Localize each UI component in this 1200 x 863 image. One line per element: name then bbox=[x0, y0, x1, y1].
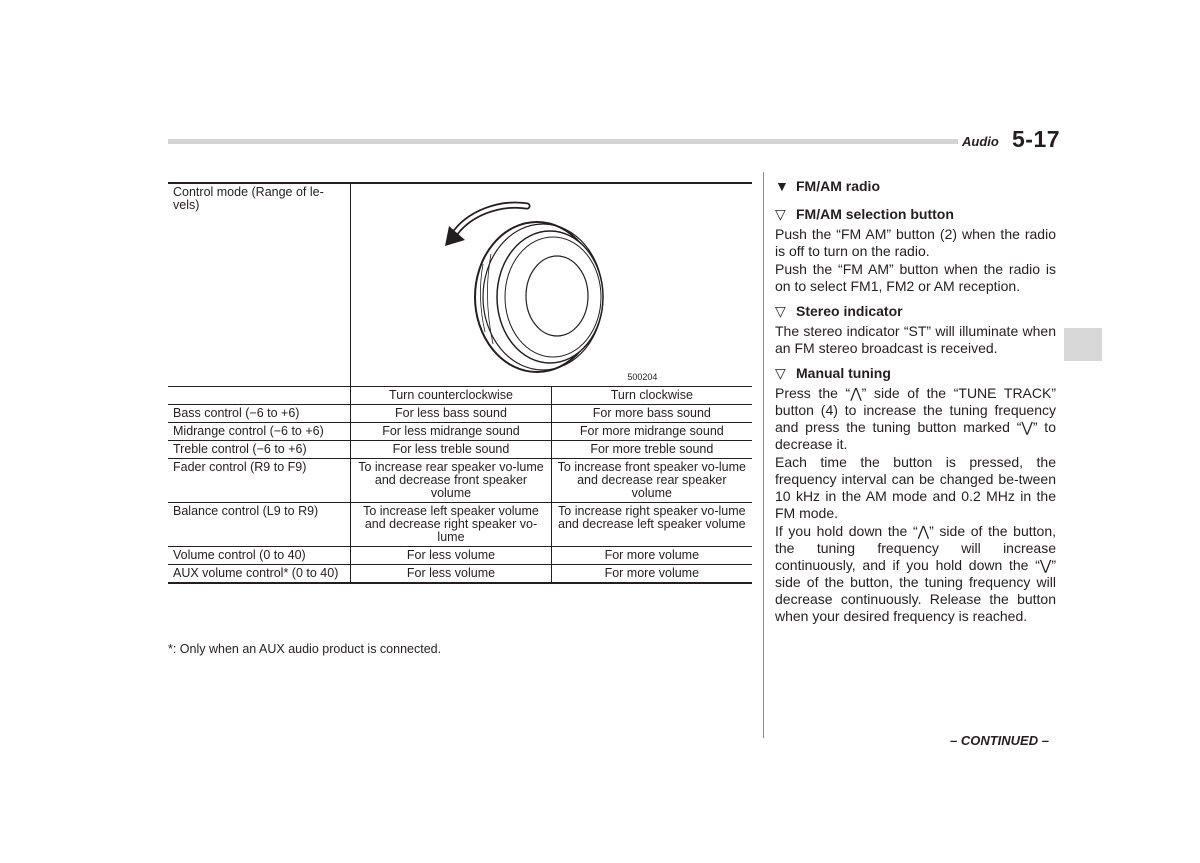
paragraph: The stereo indicator “ST” will illuminate when an FM stereo broadcast is received. bbox=[775, 323, 1056, 356]
table-row bbox=[168, 405, 752, 423]
cw-cell: To increase right speaker vo-lume and decrease left speaker volume bbox=[551, 503, 752, 547]
table-row bbox=[168, 503, 752, 547]
row-label: Midrange control (−6 to +6) bbox=[173, 424, 324, 438]
ccw-cell: To increase left speaker volume and decrease right speaker vo-lume bbox=[351, 503, 551, 547]
ccw-cell: To increase rear speaker vo-lume and decrease front speaker volume bbox=[351, 459, 551, 503]
row-label: Volume control (0 to 40) bbox=[173, 548, 306, 562]
column-header-ccw: Turn counterclockwise bbox=[351, 387, 551, 405]
subsection-title: FM/AM selection button bbox=[796, 206, 954, 222]
ccw-cell: For less volume bbox=[351, 565, 551, 584]
control-mode-label: Control mode (Range of le-vels) bbox=[173, 185, 324, 212]
table-row bbox=[168, 387, 752, 405]
cw-cell: For more bass sound bbox=[551, 405, 752, 423]
outline-triangle-icon: ▽ bbox=[775, 365, 786, 381]
cw-cell: To increase front speaker vo-lume and decrease rear speaker volume bbox=[551, 459, 752, 503]
subsection-heading bbox=[775, 365, 1056, 382]
table-row bbox=[168, 565, 752, 584]
row-label: AUX volume control* (0 to 40) bbox=[173, 566, 339, 580]
row-label: Treble control (−6 to +6) bbox=[173, 442, 307, 456]
table-row bbox=[168, 459, 752, 503]
table-row bbox=[168, 547, 752, 565]
figure-code: 500204 bbox=[627, 372, 658, 382]
ccw-cell: For less midrange sound bbox=[351, 423, 551, 441]
cw-cell: For more volume bbox=[551, 547, 752, 565]
cw-cell: For more treble sound bbox=[551, 441, 752, 459]
ccw-cell: For less bass sound bbox=[351, 405, 551, 423]
subsection-title: Stereo indicator bbox=[796, 303, 903, 319]
ccw-cell: For less volume bbox=[351, 547, 551, 565]
row-label: Fader control (R9 to F9) bbox=[173, 460, 307, 474]
paragraph: Each time the button is pressed, the frequency interval can be changed be-tween 10 kHz in the AM mode and 0.2 MHz in the FM mode. bbox=[775, 454, 1056, 521]
ccw-cell: For less treble sound bbox=[351, 441, 551, 459]
row-label: Bass control (−6 to +6) bbox=[173, 406, 300, 420]
section-heading bbox=[775, 178, 1056, 195]
fm-am-radio-section bbox=[775, 176, 1056, 626]
page-number: 5-17 bbox=[1012, 126, 1061, 152]
cw-cell: For more volume bbox=[551, 565, 752, 584]
paragraph: Press the “⋀” side of the “TUNE TRACK” button (4) to increase the tuning frequency and press the tuning button marked “⋁” to decrease it. bbox=[775, 385, 1056, 452]
continued-label: – CONTINUED – bbox=[950, 733, 1049, 748]
row-label: Balance control (L9 to R9) bbox=[173, 504, 319, 518]
table-row bbox=[168, 441, 752, 459]
outline-triangle-icon: ▽ bbox=[775, 303, 786, 319]
knob-figure bbox=[351, 183, 752, 387]
section-heading-text: FM/AM radio bbox=[796, 178, 880, 194]
header-rule bbox=[168, 139, 958, 144]
paragraph: If you hold down the “⋀” side of the button, the tuning frequency will increase continuously, and if you hold down the “⋁” side of the button, the tuning frequency will decrease continuously. Release the button when your desired frequency is reached. bbox=[775, 523, 1056, 624]
table-row bbox=[168, 183, 752, 387]
outline-triangle-icon: ▽ bbox=[775, 206, 786, 222]
section-title: Audio bbox=[962, 134, 999, 149]
rotary-knob-illustration bbox=[351, 184, 752, 386]
subsection-heading bbox=[775, 206, 1056, 223]
subsection-title: Manual tuning bbox=[796, 365, 891, 381]
column-header-cw: Turn clockwise bbox=[551, 387, 752, 405]
audio-control-table bbox=[168, 182, 752, 584]
solid-triangle-icon: ▼ bbox=[775, 178, 789, 194]
paragraph: Push the “FM AM” button (2) when the radio is off to turn on the radio. bbox=[775, 226, 1056, 259]
cw-cell: For more midrange sound bbox=[551, 423, 752, 441]
paragraph: Push the “FM AM” button when the radio is on to select FM1, FM2 or AM reception. bbox=[775, 261, 1056, 294]
table-row bbox=[168, 423, 752, 441]
table-footnote: *: Only when an AUX audio product is connected. bbox=[168, 642, 442, 656]
subsection-heading bbox=[775, 303, 1056, 320]
column-divider bbox=[763, 172, 764, 738]
thumb-index-tab bbox=[1064, 328, 1102, 361]
